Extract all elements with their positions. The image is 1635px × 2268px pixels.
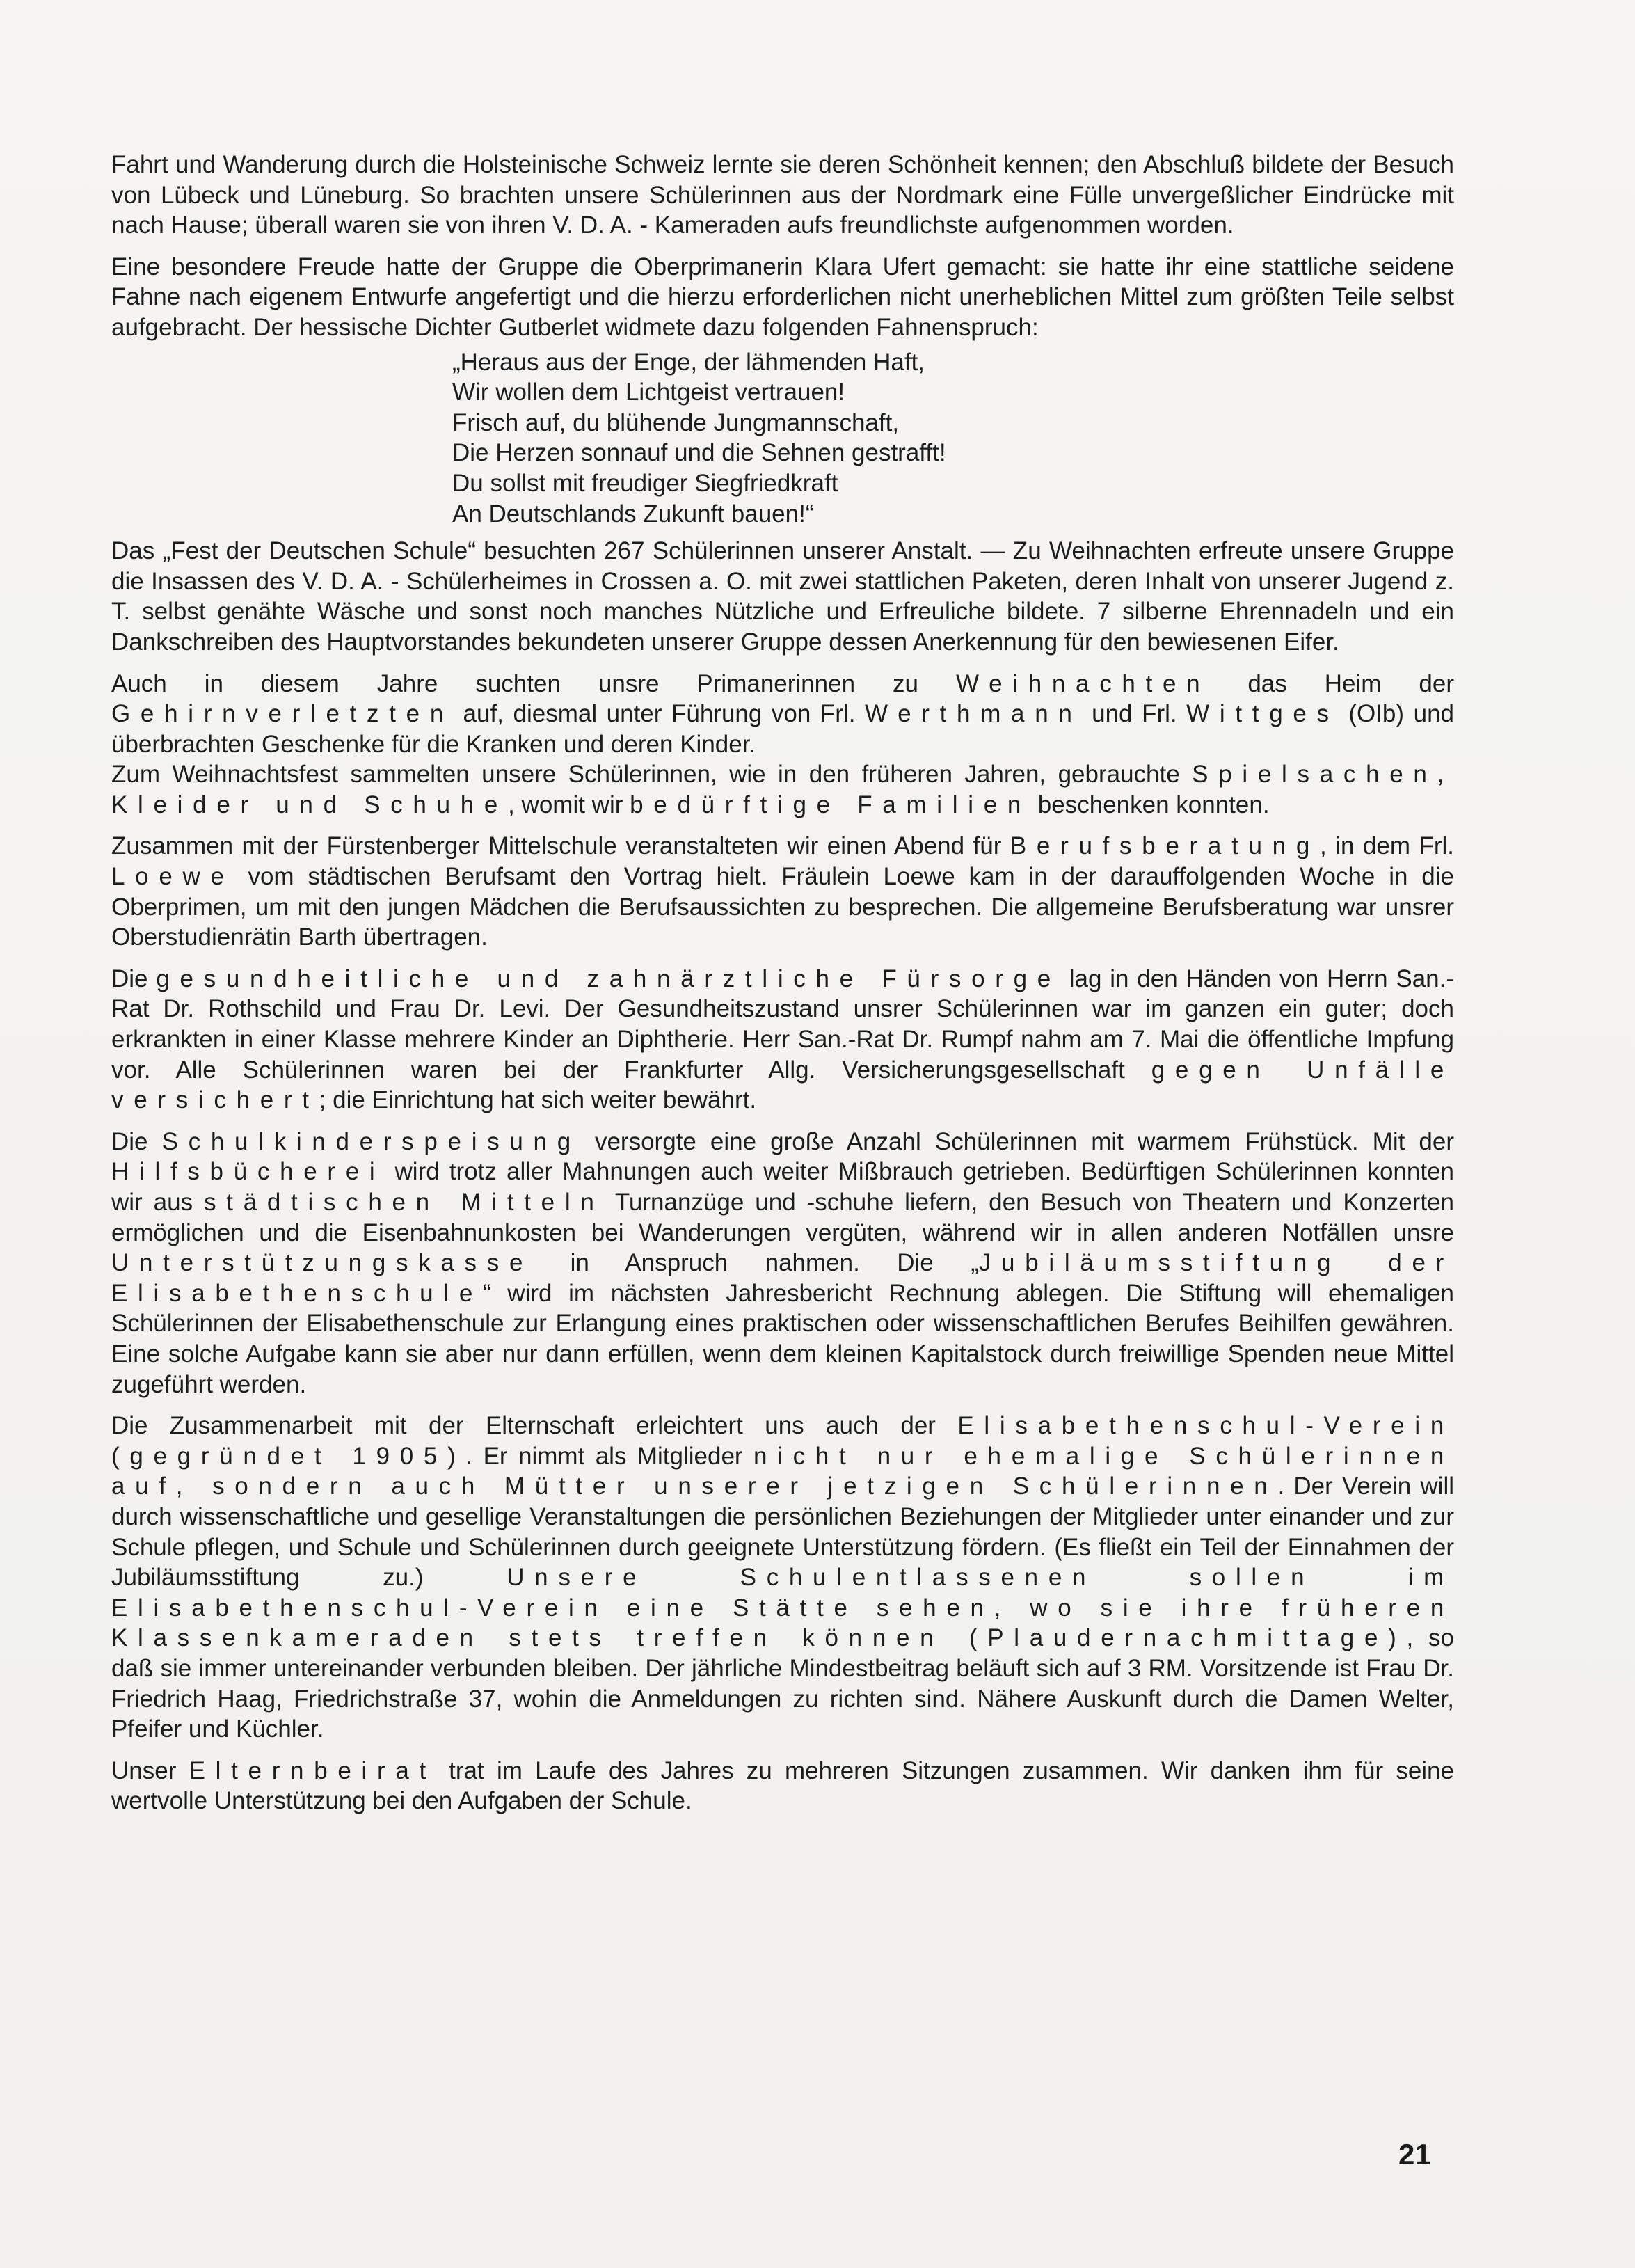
text-run: versorgte eine große Anzahl Schülerinnen mit warmem Frühstück. Mit der	[580, 1127, 1454, 1155]
paragraph-nordmark-trip	[111, 150, 1454, 241]
text-run: Zusammen mit der Fürstenberger Mittelschule veranstalteten wir einen Abend für	[111, 832, 1010, 860]
poem-line: Frisch auf, du blühende Jungmannschaft,	[452, 409, 900, 436]
paragraph-christmas-collection	[111, 759, 1454, 820]
paragraph-career-advice	[111, 831, 1454, 952]
spaced-text: Wittges	[1186, 700, 1339, 728]
flag-motto-poem	[452, 347, 1454, 530]
spaced-text: bedürftige Familien	[630, 791, 1032, 818]
text-run: “ wird im nächsten Jahresbericht Rechnung ablegen. Die Stiftung will ehemaligen Schülerinnen der Elisabethenschule zur Erlangung eines praktischen oder wissenschaftlichen Berufes Beihilfen gewähren. Eine solche Aufgabe kann sie aber nur dann erfüllen, wenn dem kleinen Kapitalstock durch freiwillige Spenden neue Mittel zugeführt werden.	[111, 1279, 1454, 1398]
text-run: Die	[111, 1127, 162, 1155]
spaced-text: gegen Unfälle versichert	[111, 1056, 1455, 1114]
spaced-text: Werthmann	[864, 700, 1083, 728]
paragraph-flag	[111, 252, 1454, 343]
text-run: ; die Einrichtung hat sich weiter bewährt.	[319, 1086, 757, 1114]
text-run: Unser	[111, 1756, 189, 1784]
spaced-text: Berufsberatung	[1010, 832, 1321, 860]
text-run: in Anspruch nahmen. Die „	[533, 1249, 979, 1277]
poem-line: Du sollst mit freudiger Siegfriedkraft	[452, 469, 838, 497]
poem-line: An Deutschlands Zukunft bauen!“	[452, 500, 814, 528]
text-run: beschenken konnten.	[1031, 791, 1270, 818]
spaced-text: Gehirnverletzten	[111, 700, 454, 728]
text-run: Das „Fest der Deutschen Schule“ besuchten 267 Schülerinnen unserer Anstalt. — Zu Weihnachten erfreute unsere Gruppe die Insassen des V. D. A. - Schülerheimes in Crossen a. O. mit zwei stattlichen Paketen, deren Inhalt von unserer Jugend z. T. selbst genähte Wäsche und sonst noch manches Nützliche und Erfreuliche bildete. 7 silberne Ehrennadeln und ein Dankschreiben des Hauptvorstandes bekundeten unserer Gruppe dessen Anerkennung für den bewiesenen Eifer.	[111, 537, 1454, 656]
spaced-text: Elisabethenschul-Verein (gegründet 1905)	[111, 1412, 1454, 1470]
spaced-text: Schulkinderspeisung	[161, 1127, 581, 1155]
text-run: trat im Laufe des Jahres zu mehreren Sitzungen zusammen. Wir danken ihm für seine wertvolle Unterstützung bei den Aufgaben der Schule.	[111, 1756, 1454, 1815]
paragraph-health-care	[111, 964, 1454, 1116]
text-run: (OIb) und überbrachten Geschenke für die Kranken und deren Kinder.	[111, 700, 1454, 758]
spaced-text: gesundheitliche und zahnärztliche Fürsorge	[156, 965, 1061, 992]
text-run: , in dem Frl.	[1320, 832, 1454, 860]
text-run: das Heim der	[1210, 669, 1454, 697]
text-run: Zum Weihnachtsfest sammelten unsere Schülerinnen, wie in den früheren Jahren, gebrauchte	[111, 761, 1193, 788]
text-run: Auch in diesem Jahre suchten unsre Primanerinnen zu	[111, 669, 956, 697]
text-run: , womit wir	[508, 791, 630, 818]
text-run: auf, diesmal unter Führung von Frl.	[454, 700, 865, 728]
spaced-text: Unterstützungskasse	[111, 1249, 534, 1277]
text-run: lag in den Händen von Herrn San.-Rat Dr. Rothschild und Frau Dr. Levi. Der Gesundheitszustand unsrer Schülerinnen war im ganzen ein guter; doch erkrankten in einer Klasse mehrere Kinder an Diphtherie. Herr San.-Rat Dr. Rumpf nahm am 7. Mai die öffentliche Impfung vor. Alle Schülerinnen waren bei der Frankfurter Allg. Versicherungsgesellschaft	[111, 965, 1455, 1084]
text-run: . Der Verein will durch wissenschaftliche und gesellige Veranstaltungen die persönlichen Beziehungen der Mitglieder unter einander und zur Schule pflegen, und Schule und Schülerinnen durch geeignete Unterstützung fördern. (Es fließt ein Teil der Einnahmen der Jubiläumsstiftung zu.)	[111, 1473, 1455, 1592]
text-run: . Er nimmt als Mitglieder	[465, 1442, 754, 1470]
spaced-text: Hilfsbücherei	[111, 1158, 385, 1186]
text-run: , so daß sie immer untereinander verbunden bleiben. Der jährliche Mindestbeitrag beläuft sich auf 3 RM. Vorsitzende ist Frau Dr. Friedrich Haag, Friedrichstraße 37, wohin die Anmeldungen zu richten sind. Nähere Auskunft durch die Damen Welter, Pfeifer und Küchler.	[111, 1624, 1454, 1743]
text-run: Die	[111, 965, 157, 992]
spaced-text: Elternbeirat	[189, 1756, 436, 1784]
text-run: Eine besondere Freude hatte der Gruppe die Oberprimanerin Klara Ufert gemacht: sie hatte ihr eine stattliche seidene Fahne nach eigenem Entwurfe angefertigt und die hierzu erforderlichen nicht unerheblichen Mittel zum größten Teile selbst aufgebracht. Der hessische Dichter Gutberlet widmete dazu folgenden Fahnenspruch:	[111, 253, 1454, 341]
paragraph-school-association	[111, 1411, 1454, 1745]
spaced-text: städtischen Mitteln	[204, 1189, 605, 1216]
paragraph-christmas-visit	[111, 669, 1454, 760]
text-run: Die Zusammenarbeit mit der Elternschaft erleichtert uns auch der	[111, 1412, 958, 1440]
body-text	[111, 150, 1454, 1827]
spaced-text: Weihnachten	[955, 669, 1211, 697]
text-run: vom städtischen Berufsamt den Vortrag hielt. Fräulein Loewe kam in der darauffolgenden Woche in die Oberprimen, um mit den jungen Mädchen die Berufsaussichten zu besprechen. Die allgemeine Berufsberatung war unsrer Oberstudienrätin Barth übertragen.	[111, 863, 1454, 951]
spaced-text: Unsere Schulentlassenen sollen im Elisabethenschul-Verein eine Stätte sehen, wo sie ihre früheren Klassenkameraden stets treffen können (Plaudernachmittage)	[111, 1564, 1454, 1652]
text-run: wird trotz aller Mahnungen auch weiter Mißbrauch getrieben. Bedürftigen Schülerinnen konnten wir aus	[111, 1158, 1454, 1216]
spaced-text: nicht nur ehemalige Schülerinnen auf, sondern auch Mütter unserer jetzigen Schülerinnen	[111, 1442, 1455, 1500]
paragraph-parents-council	[111, 1756, 1454, 1816]
spaced-text: Jubiläumsstiftung der Elisabethenschule	[111, 1249, 1454, 1307]
text-run: und Frl.	[1082, 700, 1187, 728]
spaced-text: Spielsachen, Kleider und Schuhe	[111, 761, 1454, 818]
poem-line: Wir wollen dem Lichtgeist vertrauen!	[452, 379, 845, 406]
poem-line: „Heraus aus der Enge, der lähmenden Haft,	[452, 348, 925, 376]
text-run: Fahrt und Wanderung durch die Holsteinische Schweiz lernte sie deren Schönheit kennen; den Abschluß bildete der Besuch von Lübeck und Lüneburg. So brachten unsere Schülerinnen aus der Nordmark eine Fülle unvergeßlicher Eindrücke mit nach Hause; überall waren sie von ihren V. D. A. - Kameraden aufs freundlichste aufgenommen worden.	[111, 151, 1454, 239]
paragraph-school-meals	[111, 1127, 1454, 1399]
spaced-text: Loewe	[111, 863, 234, 891]
text-run: Turnanzüge und -schuhe liefern, den Besuch von Theatern und Konzerten ermöglichen und die Eisenbahnunkosten bei Wanderungen vergüten, während wir in allen anderen Notfällen unsre	[111, 1189, 1454, 1246]
paragraph-school-festival	[111, 536, 1454, 657]
page-number: 21	[1398, 2138, 1431, 2171]
poem-line: Die Herzen sonnauf und die Sehnen gestrafft!	[452, 439, 946, 467]
